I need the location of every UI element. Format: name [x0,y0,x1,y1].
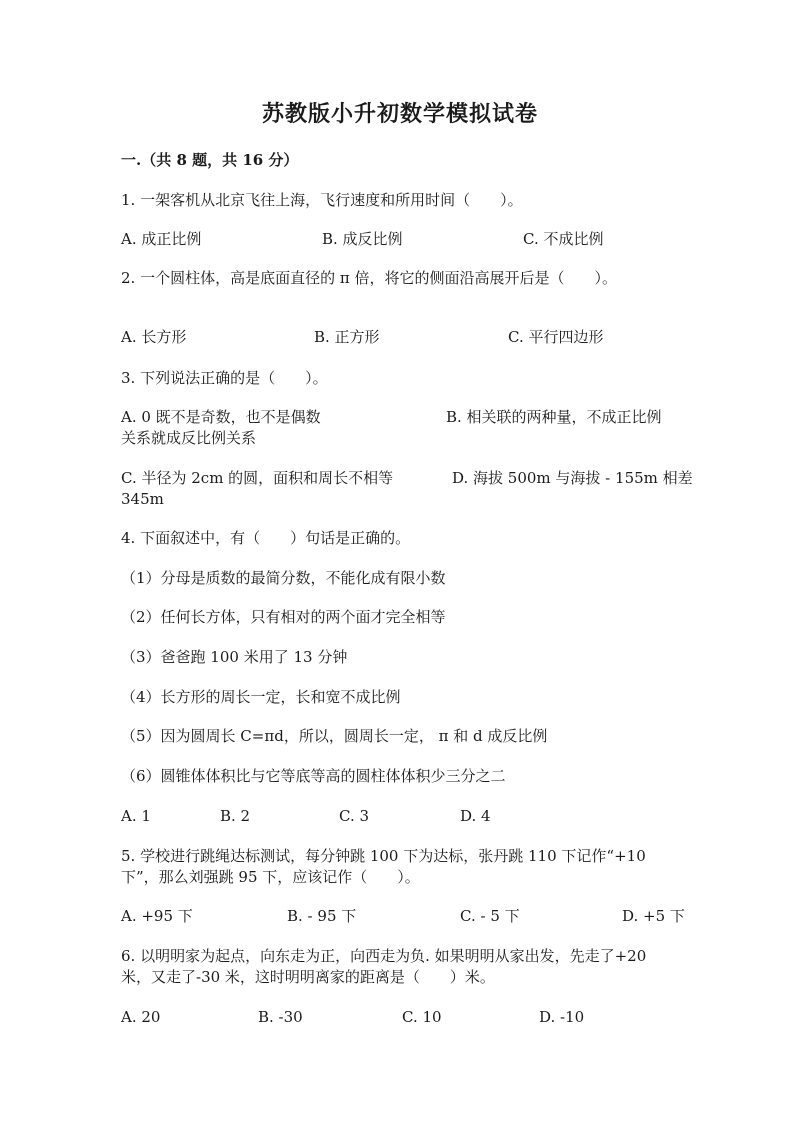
q5-option-b: B. - 95 下 [287,907,357,925]
q6-option-a: A. 20 [121,1008,161,1026]
q4-option-a: A. 1 [121,807,151,825]
question-2: 2. 一个圆柱体，高是底面直径的 π 倍，将它的侧面沿高展开后是（ ）。 [121,269,617,287]
q2-option-b: B. 正方形 [314,328,380,346]
q2-option-c: C. 平行四边形 [508,328,604,346]
question-6: 6. 以明明家为起点，向东走为正，向西走为负. 如果明明从家出发，先走了+20 [121,947,647,965]
q4-option-d: D. 4 [460,807,491,825]
q4-statement-2: （2）任何长方体，只有相对的两个面才完全相等 [121,608,446,626]
q3-option-b-continued: 关系就成反比例关系 [121,429,257,447]
q4-option-b: B. 2 [220,807,251,825]
q5-option-c: C. - 5 下 [460,907,520,925]
q1-option-b: B. 成反比例 [322,230,403,248]
q3-option-d-continued: 345m [121,490,164,508]
q4-statement-5: （5）因为圆周长 C=πd，所以，圆周长一定， π 和 d 成反比例 [121,727,548,745]
page-title: 苏教版小升初数学模拟试卷 [261,101,538,127]
q4-statement-6: （6）圆锥体体积比与它等底等高的圆柱体体积少三分之二 [121,767,506,785]
q4-statement-1: （1）分母是质数的最简分数，不能化成有限小数 [121,569,446,587]
q6-option-c: C. 10 [402,1008,442,1026]
q3-option-a: A. 0 既不是奇数，也不是偶数 [121,408,321,426]
question-5-continued: 下”，那么刘强跳 95 下，应该记作（ ）。 [121,868,420,886]
q2-option-a: A. 长方形 [121,328,187,346]
question-1: 1. 一架客机从北京飞往上海，飞行速度和所用时间（ ）。 [121,191,523,209]
q1-option-c: C. 不成比例 [523,230,604,248]
q6-option-b: B. -30 [258,1008,303,1026]
q5-option-d: D. +5 下 [622,907,685,925]
q4-statement-3: （3）爸爸跑 100 米用了 13 分钟 [121,648,348,666]
section-heading: 一.（共 8 题，共 16 分） [121,151,299,169]
q3-option-b: B. 相关联的两种量，不成正比例 [446,408,662,426]
q3-option-d: D. 海拔 500m 与海拔 - 155m 相差 [452,469,693,487]
question-5: 5. 学校进行跳绳达标测试，每分钟跳 100 下为达标，张丹跳 110 下记作“+10 [121,847,646,865]
q4-statement-4: （4）长方形的周长一定，长和宽不成比例 [121,688,401,706]
q4-option-c: C. 3 [339,807,370,825]
question-3: 3. 下列说法正确的是（ ）。 [121,369,328,387]
question-4: 4. 下面叙述中，有（ ）句话是正确的。 [121,529,411,547]
q6-option-d: D. -10 [539,1008,585,1026]
q1-option-a: A. 成正比例 [121,230,202,248]
q5-option-a: A. +95 下 [121,907,193,925]
q3-option-c: C. 半径为 2cm 的圆，面积和周长不相等 [121,469,394,487]
question-6-continued: 米，又走了-30 米，这时明明离家的距离是（ ）米。 [121,968,495,986]
